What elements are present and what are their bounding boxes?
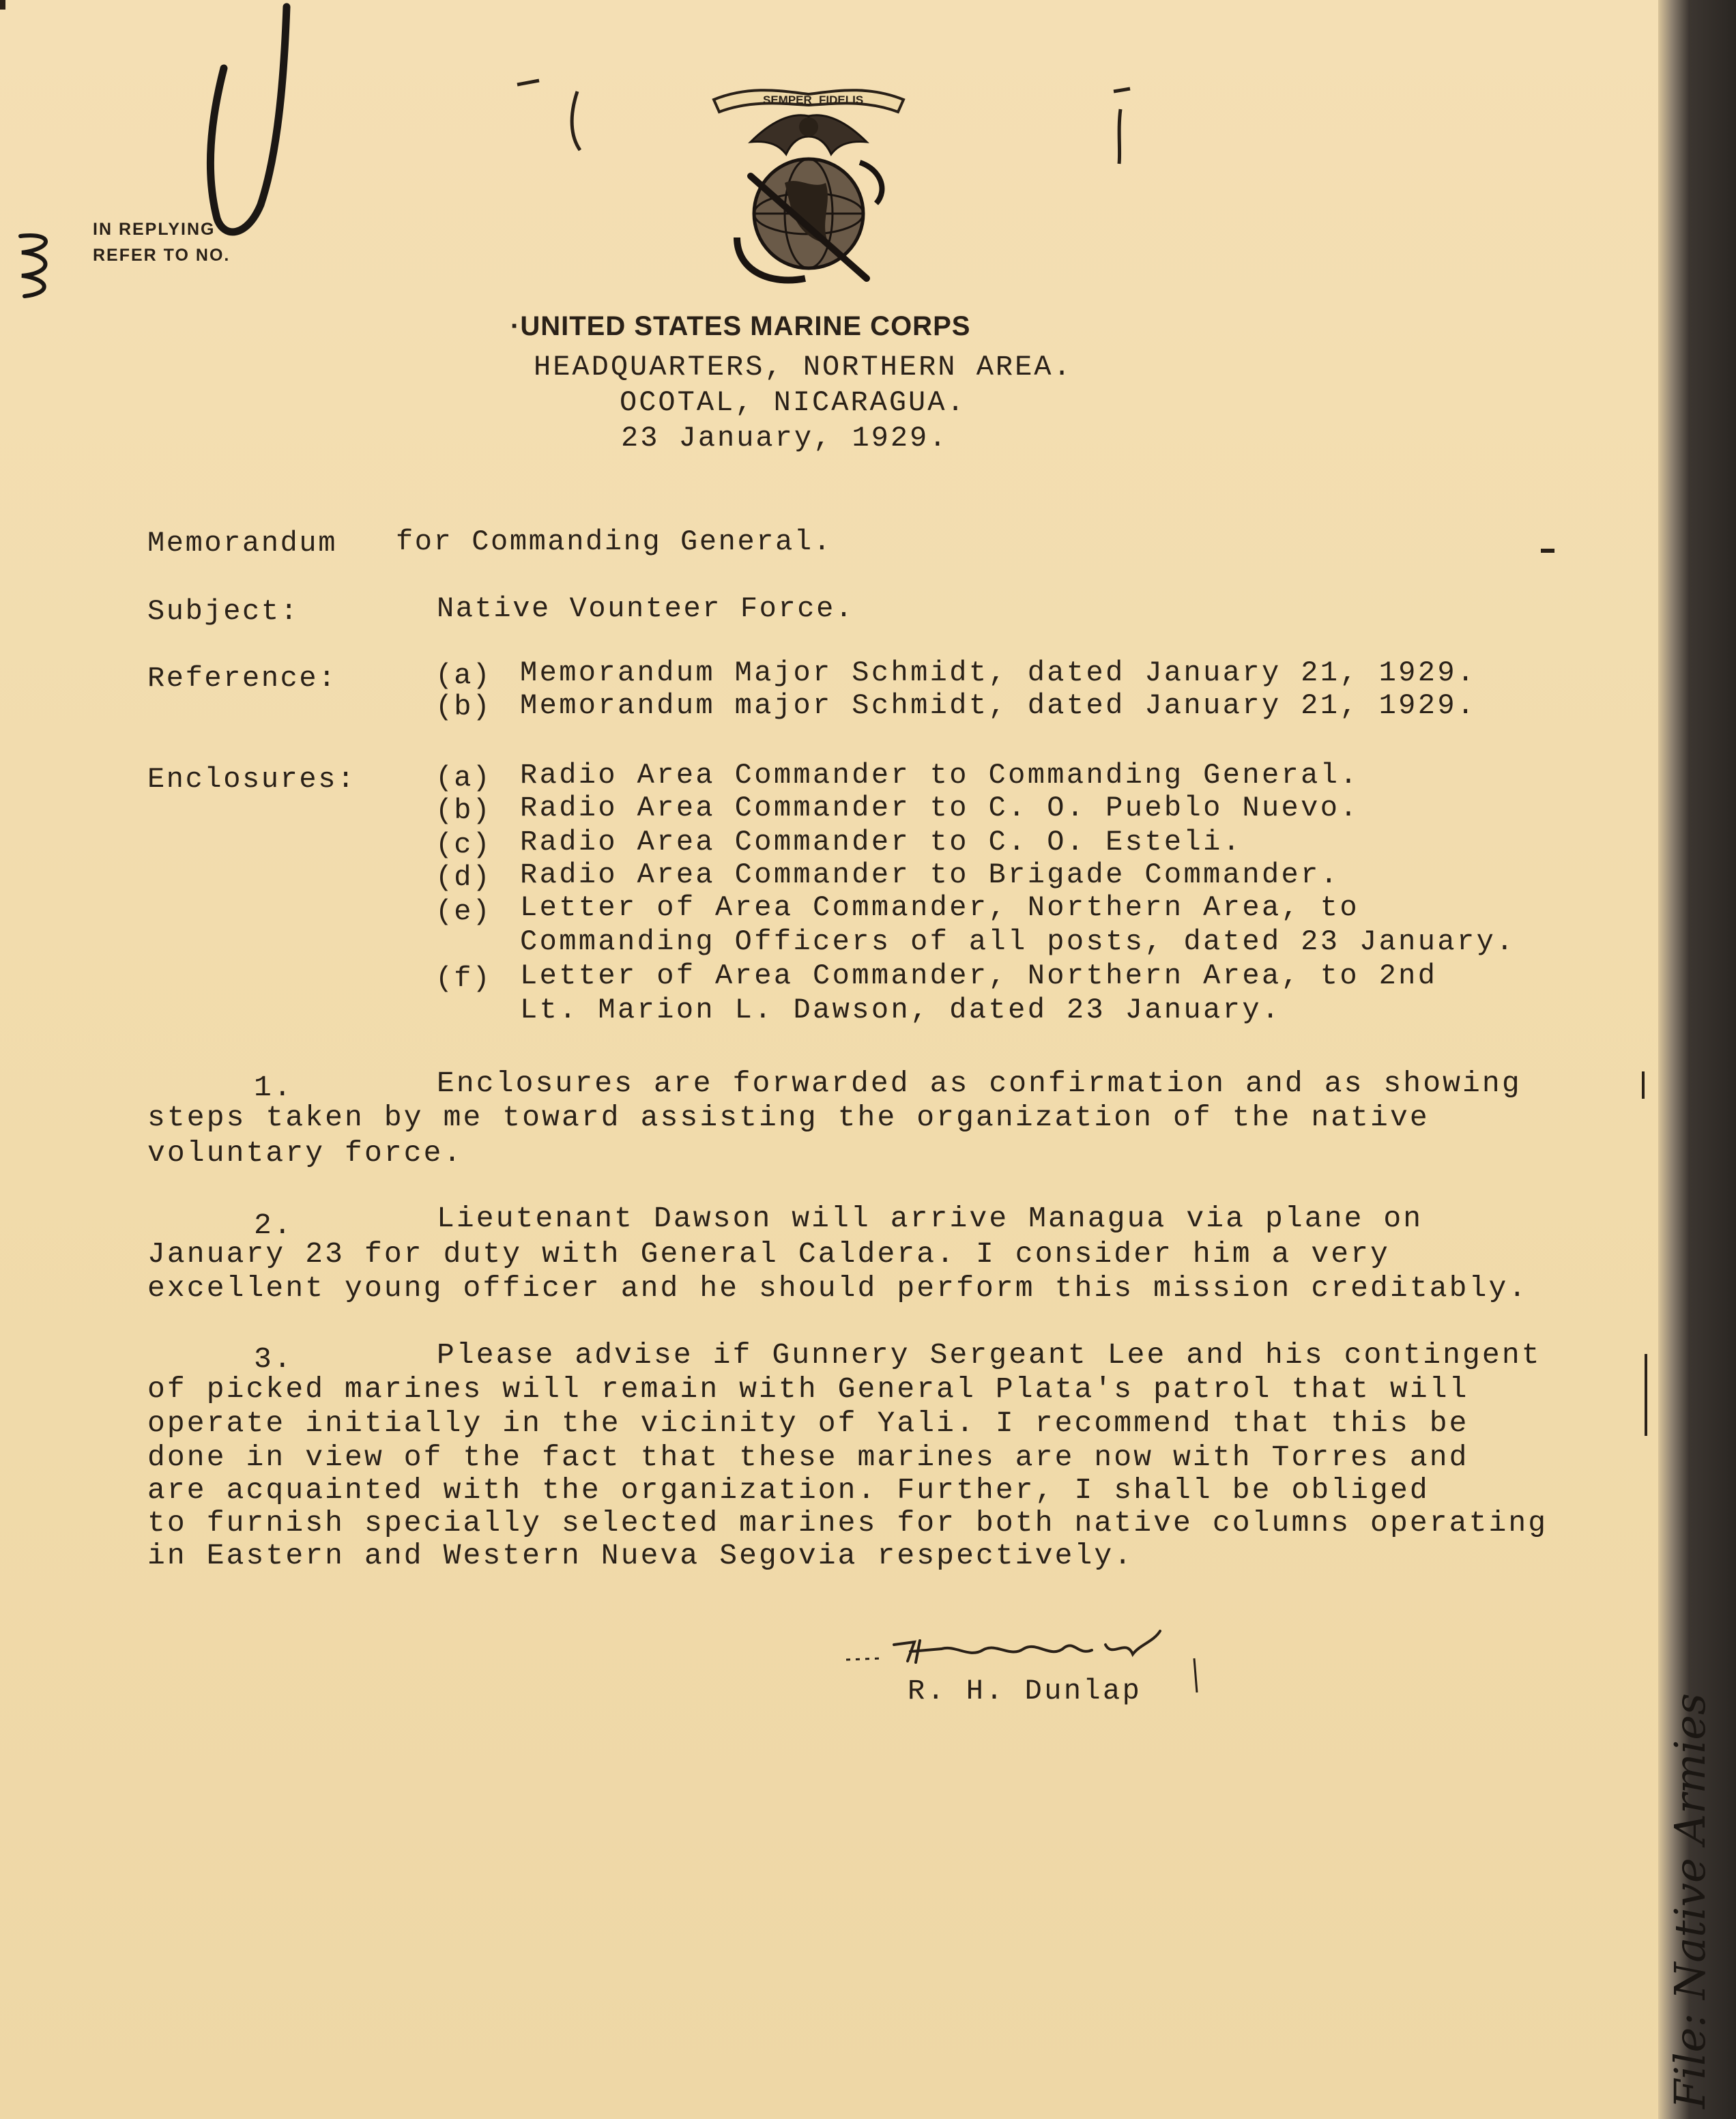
paragraph-3-line-7: in Eastern and Western Nueva Segovia respectively.	[147, 1539, 1134, 1572]
location-heading: OCOTAL, NICARAGUA.	[620, 386, 966, 419]
paragraph-2-line-3: excellent young officer and he should perform this mission creditably.	[147, 1271, 1529, 1305]
reply-line-1: IN REPLYING	[93, 220, 216, 239]
motto-right: FIDELIS	[819, 93, 864, 106]
enclosure-a: Radio Area Commander to Commanding General.	[520, 759, 1359, 792]
reply-line-2: REFER TO NO.	[93, 246, 231, 265]
paragraph-3-line-6: to furnish specially selected marines for both native columns operating	[147, 1506, 1548, 1540]
paragraph-3-number: 3.	[254, 1342, 293, 1376]
bullet-mark: ·	[510, 311, 521, 341]
enclosure-f-line-1: Letter of Area Commander, Northern Area, to 2nd	[520, 960, 1438, 992]
stray-dash-mark	[1541, 549, 1554, 553]
paragraph-3-line-5: are acquainted with the organization. Further, I shall be obliged	[147, 1473, 1430, 1507]
memo-for-value: for Commanding General.	[396, 525, 833, 558]
enclosure-marker-f: (f)	[435, 962, 491, 995]
subject-label: Subject:	[147, 595, 300, 628]
paragraph-1-number: 1.	[254, 1071, 293, 1104]
paragraph-1-line-2: steps taken by me toward assisting the organization of the native	[147, 1101, 1430, 1134]
stray-mark-1	[1642, 1071, 1645, 1099]
signature-name: R. H. Dunlap	[908, 1675, 1142, 1707]
eagle-globe-anchor-icon	[710, 74, 908, 292]
enclosure-c: Radio Area Commander to C. O. Esteli.	[520, 826, 1243, 859]
paragraph-1-line-3: voluntary force.	[147, 1136, 463, 1170]
subject-value: Native Vounteer Force.	[437, 592, 854, 625]
reference-label: Reference:	[147, 662, 338, 695]
reference-marker-b: (b)	[435, 691, 491, 723]
enclosure-marker-e: (e)	[435, 895, 491, 928]
enclosure-marker-d: (d)	[435, 861, 491, 894]
enclosures-label: Enclosures:	[147, 763, 356, 796]
paragraph-3-line-2: of picked marines will remain with General Plata's patrol that will	[147, 1372, 1469, 1406]
stray-mark-2	[1645, 1354, 1647, 1436]
enclosure-marker-a: (a)	[435, 762, 491, 794]
date-heading: 23 January, 1929.	[621, 422, 949, 455]
paragraph-2-line-2: January 23 for duty with General Caldera. I consider him a very	[147, 1237, 1390, 1271]
margin-file-note: File: Native Armies	[1665, 1693, 1715, 2109]
enclosure-e-line-1: Letter of Area Commander, Northern Area, to	[520, 891, 1359, 924]
unit-heading: HEADQUARTERS, NORTHERN AREA.	[534, 351, 1073, 384]
enclosure-d: Radio Area Commander to Brigade Commander.	[520, 859, 1340, 891]
reference-marker-a: (a)	[435, 659, 491, 692]
corner-mark-right	[1100, 82, 1141, 171]
paragraph-2-number: 2.	[254, 1209, 293, 1242]
corner-mark-left	[512, 75, 594, 157]
memo-for-label: Memorandum	[147, 527, 338, 560]
reference-a: Memorandum Major Schmidt, dated January 21, 1929.	[520, 657, 1477, 689]
enclosure-marker-b: (b)	[435, 794, 491, 827]
enclosure-marker-c: (c)	[435, 828, 491, 861]
paragraph-3-line-1: Please advise if Gunnery Sergeant Lee and his contingent	[437, 1338, 1542, 1372]
paragraph-3-line-4: done in view of the fact that these marines are now with Torres and	[147, 1441, 1469, 1474]
paragraph-2-line-1: Lieutenant Dawson will arrive Managua via plane on	[437, 1202, 1423, 1235]
reference-b: Memorandum major Schmidt, dated January 21, 1929.	[520, 689, 1477, 722]
enclosure-b: Radio Area Commander to C. O. Pueblo Nuevo.	[520, 792, 1359, 824]
motto-left: SEMPER	[763, 93, 812, 106]
handwritten-m-mark	[12, 225, 67, 300]
paragraph-3-line-3: operate initially in the vicinity of Yali. I recommend that this be	[147, 1407, 1469, 1440]
organization-title	[510, 311, 970, 342]
enclosure-e-line-2: Commanding Officers of all posts, dated 23 January.	[520, 925, 1516, 958]
organization-name: UNITED STATES MARINE CORPS	[520, 311, 971, 341]
enclosure-f-line-2: Lt. Marion L. Dawson, dated 23 January.	[520, 994, 1282, 1026]
paragraph-1-line-1: Enclosures are forwarded as confirmation and as showing	[437, 1067, 1522, 1100]
top-left-mark	[0, 0, 5, 10]
